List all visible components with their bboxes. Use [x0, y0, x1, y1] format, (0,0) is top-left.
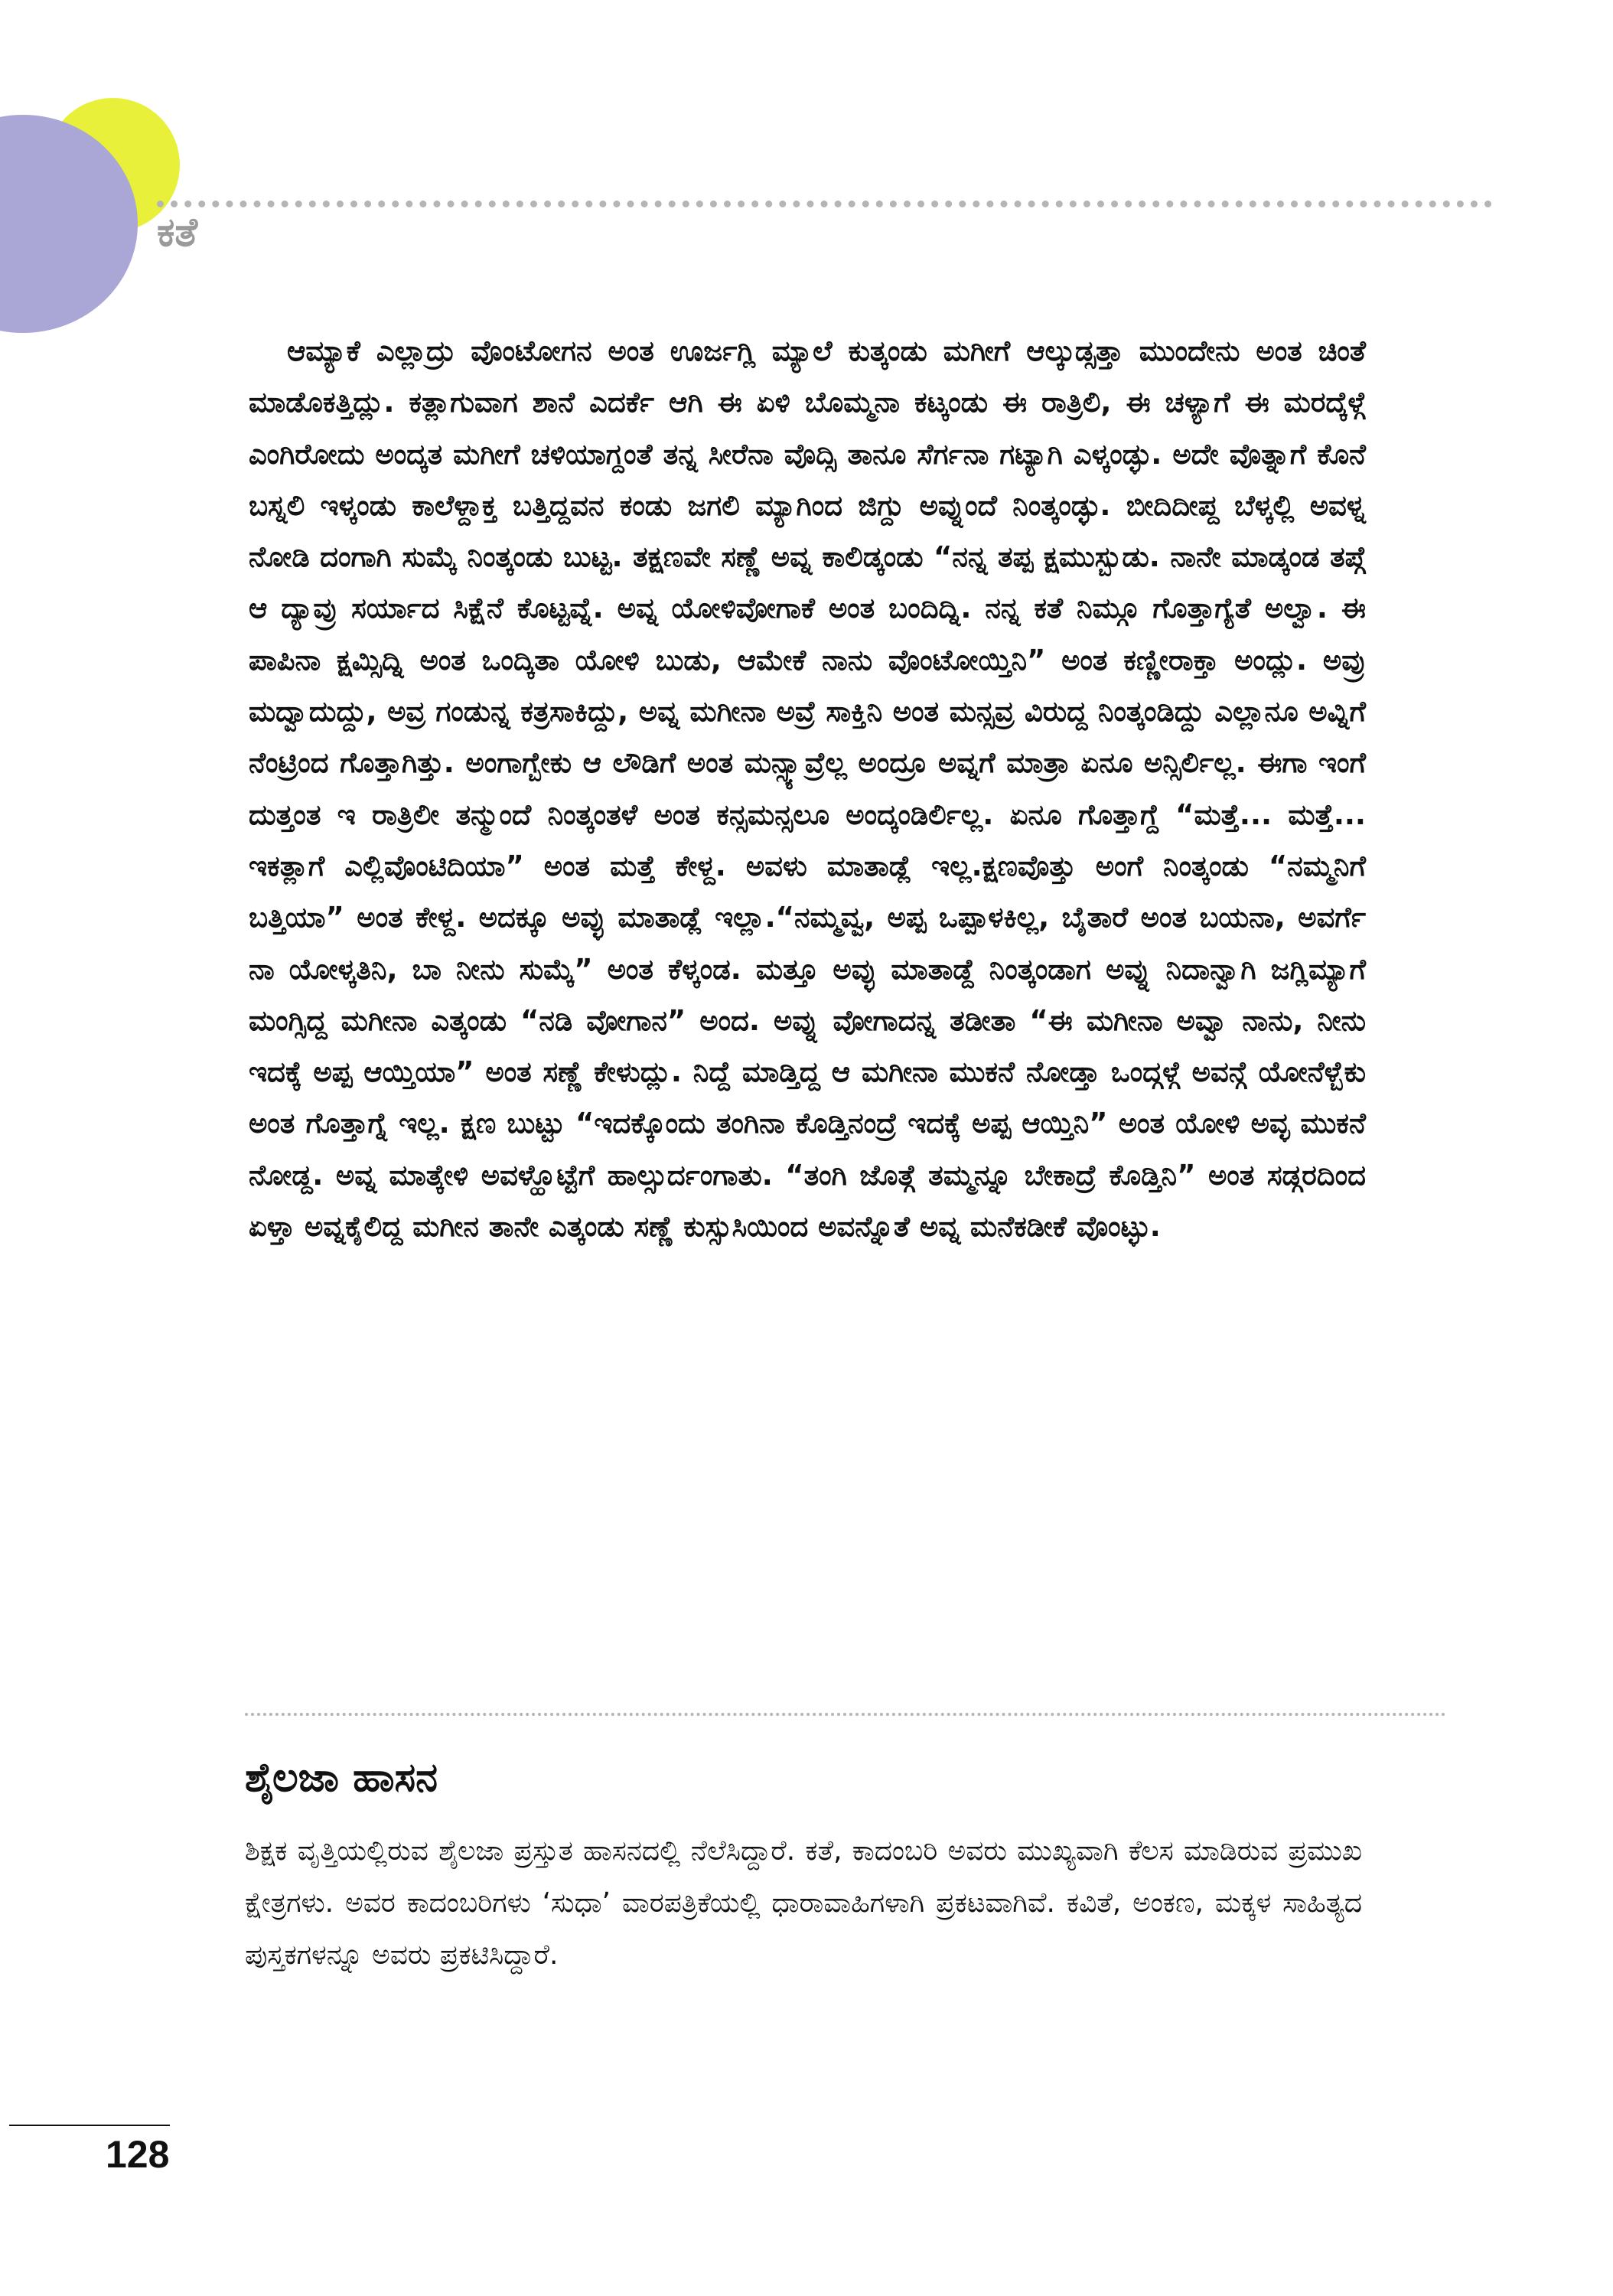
page-number: 128: [106, 2133, 170, 2176]
author-bio: ಶಿಕ್ಷಕ ವೃತ್ತಿಯಲ್ಲಿರುವ ಶೈಲಜಾ ಪ್ರಸ್ತುತ ಹಾಸನದಲ್ಲಿ ನೆಲೆಸಿದ್ದಾರೆ. ಕತೆ, ಕಾದಂಬರಿ ಅವರು ಮುಖ್ಯವಾಗಿ ಕೆಲಸ ಮಾಡಿರುವ ಪ್ರಮುಖ ಕ್ಷೇತ್ರಗಳು. ಅವರ ಕಾದಂಬರಿಗಳು ‘ಸುಧಾ’ ವಾರಪತ್ರಿಕೆಯಲ್ಲಿ ಧಾರಾವಾಹಿಗಳಾಗಿ ಪ್ರಕಟವಾಗಿವೆ. ಕವಿತೆ, ಅಂಕಣ, ಮಕ್ಕಳ ಸಾಹಿತ್ಯದ ಪುಸ್ತಕಗಳನ್ನೂ ಅವರು ಪ್ರಕಟಿಸಿದ್ದಾರೆ.: [245, 1835, 1362, 1971]
story-body: ಆಮ್ಯಾಕೆ ಎಲ್ಲಾದ್ರು ವೊಂಟೋಗನ ಅಂತ ಊರ್ಜಗ್ಲಿ ಮ್ಯಾಲೆ ಕುತ್ಕಂಡು ಮಗೀಗೆ ಆಲ್ಕುಡ್ಸತ್ತಾ ಮುಂದೇನು ಅಂತ ಚಿಂತೆ ಮಾಡೊಕತ್ತಿದ್ಲು. ಕತ್ಲಾಗುವಾಗ ಶಾನೆ ಎದರ್ಕೆ ಆಗಿ ಈ ಏಳಿ ಬೊಮ್ಮನಾ ಕಟ್ಕಂಡು ಈ ರಾತ್ರಿಲಿ, ಈ ಚಳ್ಯಾಗೆ ಈ ಮರದ್ಕೆಳ್ಗೆ ಎಂಗಿರೋದು ಅಂದ್ಕತ ಮಗೀಗೆ ಚಳಿಯಾಗ್ದಂತೆ ತನ್ನ ಸೀರೆನಾ ವೊದ್ಸಿ ತಾನೂ ಸೆರ್ಗನಾ ಗಟ್ಯಾಗಿ ಎಳ್ಕಂಡ್ಳು. ಅದೇ ವೊತ್ನಾಗೆ ಕೊನೆ ಬಸ್ನಲಿ ಇಳ್ಕಂಡು ಕಾಲೆಳ್ದಾಕ್ತ ಬತ್ತಿದ್ದವನ ಕಂಡು ಜಗಲಿ ಮ್ಯಾಗಿಂದ ಜಿಗ್ದು ಅವ್ನುಂದೆ ನಿಂತ್ಕಂಡ್ಳು. ಬೀದಿದೀಪ್ದ ಬೆಳ್ಕಲ್ಲಿ ಅವಳ್ನ ನೋಡಿ ದಂಗಾಗಿ ಸುಮ್ಕೆ ನಿಂತ್ಕಂಡು ಬುಟ್ಟ. ತಕ್ಷಣವೇ ಸಣ್ಣೆ ಅವ್ನ ಕಾಲಿಡ್ಕಂಡು “ನನ್ನ ತಪ್ಪ ಕ್ಷಮುಸ್ಬುಡು. ನಾನೇ ಮಾಡ್ಕಂಡ ತಪ್ಗೆ ಆ ದ್ಯಾವ್ರು ಸರ್ಯಾದ ಸಿಕ್ಷೆನೆ ಕೊಟ್ಟವ್ನೆ. ಅವ್ನ ಯೋಳಿವೋಗಾಕೆ ಅಂತ ಬಂದಿದ್ನಿ. ನನ್ನ ಕತೆ ನಿಮ್ಗೂ ಗೊತ್ತಾಗ್ಯೆತೆ ಅಲ್ವಾ. ಈ ಪಾಪಿನಾ ಕ್ಷಮ್ಸಿದ್ನಿ ಅಂತ ಒಂದ್ಕಿತಾ ಯೋಳಿ ಬುಡು, ಆಮೇಕೆ ನಾನು ವೊಂಟೋಯ್ತಿನಿ” ಅಂತ ಕಣ್ಣೀರಾಕ್ತಾ ಅಂದ್ಲು. ಅವ್ರು ಮದ್ವಾದುದ್ದು, ಅವ್ರ ಗಂಡುನ್ನ ಕತ್ರಸಾಕಿದ್ದು, ಅವ್ನ ಮಗೀನಾ ಅವ್ರೆ ಸಾಕ್ತಿನಿ ಅಂತ ಮನ್ಸವ್ರ ವಿರುದ್ದ ನಿಂತ್ಕಂಡಿದ್ದು ಎಲ್ಲಾನೂ ಅವ್ನಿಗೆ ನೆಂಟ್ರಿಂದ ಗೊತ್ತಾಗಿತ್ತು. ಅಂಗಾಗ್ಬೇಕು ಆ ಲೌಡಿಗೆ ಅಂತ ಮನ್ಸ್ಯಾವ್ರೆಲ್ಲ ಅಂದ್ರೂ ಅವ್ನಗೆ ಮಾತ್ರಾ ಏನೂ ಅನ್ಸಿರ್ಲಿಲ್ಲ. ಈಗಾ ಇಂಗೆ ದುತ್ತಂತ ಇ ರಾತ್ರಿಲೀ ತನ್ಮುಂದೆ ನಿಂತ್ಕಂತಳೆ ಅಂತ ಕನ್ಸಮನ್ಸಲೂ ಅಂದ್ಕಂಡಿರ್ಲಿಲ್ಲ. ಏನೂ ಗೊತ್ತಾಗ್ದೆ “ಮತ್ತೆ... ಮತ್ತೆ... ಇಕತ್ಲಾಗೆ ಎಲ್ಲಿವೊಂಟಿದಿಯಾ” ಅಂತ ಮತ್ತೆ ಕೇಳ್ದ. ಅವಳು ಮಾತಾಡ್ಲೆ ಇಲ್ಲ.ಕ್ಷಣವೊತ್ತು ಅಂಗೆ ನಿಂತ್ಕಂಡು “ನಮ್ಮನಿಗೆ ಬತ್ತಿಯಾ” ಅಂತ ಕೇಳ್ದ. ಅದಕ್ಕೂ ಅವ್ಳು ಮಾತಾಡ್ಲೆ ಇಲ್ಲಾ.“ನಮ್ಮವ್ವ, ಅಪ್ಪ ಒಪ್ಪಾಳಕಿಲ್ಲ, ಬೈತಾರೆ ಅಂತ ಬಯನಾ, ಅವರ್ಗೆ ನಾ ಯೋಳ್ಕತಿನಿ, ಬಾ ನೀನು ಸುಮ್ಕೆ” ಅಂತ ಕೆಳ್ಕಂಡ. ಮತ್ತೂ ಅವ್ಳು ಮಾತಾಡ್ದೆ ನಿಂತ್ಕಂಡಾಗ ಅವ್ನು ನಿದಾನ್ವಾಗಿ ಜಗ್ಲಿಮ್ಯಾಗೆ ಮಂಗ್ಸಿದ್ದ ಮಗೀನಾ ಎತ್ಕಂಡು “ನಡಿ ವೋಗಾನ” ಅಂದ. ಅವ್ನು ವೋಗಾದನ್ನ ತಡೀತಾ “ಈ ಮಗೀನಾ ಅವ್ವಾ ನಾನು, ನೀನು ಇದಕ್ಕೆ ಅಪ್ಪ ಆಯ್ತಿಯಾ” ಅಂತ ಸಣ್ಣೆ ಕೇಳುದ್ಲು. ನಿದ್ದೆ ಮಾಡ್ತಿದ್ದ ಆ ಮಗೀನಾ ಮುಕನೆ ನೋಡ್ತಾ ಒಂದ್ಗಳ್ಗೆ ಅವನ್ಗೆ ಯೋನೆಳ್ಬೆಕು ಅಂತ ಗೊತ್ತಾಗ್ನೆ ಇಲ್ಲ. ಕ್ಷಣ ಬುಟ್ಟು “ಇದಕ್ಕೊಂದು ತಂಗಿನಾ ಕೊಡ್ತಿನಂದ್ರೆ ಇದಕ್ಕೆ ಅಪ್ಪ ಆಯ್ತಿನಿ” ಅಂತ ಯೋಳಿ ಅವ್ಳ ಮುಕನೆ ನೋಡ್ದ. ಅವ್ನ ಮಾತ್ಕೇಳಿ ಅವಳ್ಹೊಟ್ಟೆಗೆ ಹಾಲ್ಸುರ್ದಂಗಾತು. “ತಂಗಿ ಜೊತ್ಗೆ ತಮ್ಮನ್ನೂ ಬೇಕಾದ್ರೆ ಕೊಡ್ತಿನಿ” ಅಂತ ಸಡ್ಗರದಿಂದ ಏಳ್ತಾ ಅವ್ನಕೈಲಿದ್ದ ಮಗೀನ ತಾನೇ ಎತ್ಕಂಡು ಸಣ್ಣೆ ಕುಸ್ಸುಸಿಯಿಂದ ಅವನ್ನೊತೆ ಅವ್ನ ಮನೆಕಡೀಕೆ ವೊಂಟ್ಳು.: [249, 334, 1366, 1244]
section-divider: [245, 1713, 1446, 1716]
author-name: ಶೈಲಜಾ ಹಾಸನ: [245, 1755, 438, 1801]
header-dotted-rule: [157, 201, 1492, 207]
footer-rule: [9, 2125, 170, 2126]
section-label: ಕತೆ: [157, 210, 198, 256]
